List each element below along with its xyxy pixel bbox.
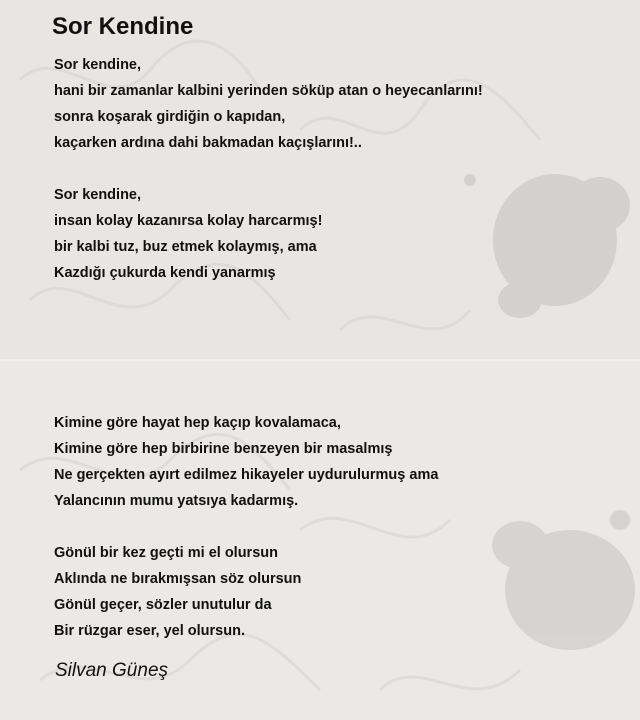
poem-line: Kimine göre hep birbirine benzeyen bir masalmış bbox=[54, 441, 393, 457]
poem-line: Kazdığı çukurda kendi yanarmış bbox=[54, 265, 276, 281]
poem-title: Sor Kendine bbox=[52, 13, 194, 40]
poem-line: Gönül bir kez geçti mi el olursun bbox=[54, 545, 278, 561]
stanza-1 bbox=[54, 52, 483, 156]
poem-line: Yalancının mumu yatsıya kadarmış. bbox=[54, 493, 299, 509]
poem-line: insan kolay kazanırsa kolay harcarmış! bbox=[54, 213, 323, 229]
poem-line: sonra koşarak girdiğin o kapıdan, bbox=[54, 109, 286, 125]
poem-line: Sor kendine, bbox=[54, 187, 142, 203]
poem-author: Silvan Güneş bbox=[55, 660, 169, 681]
poem-line: Gönül geçer, sözler unutulur da bbox=[54, 597, 272, 613]
poem-line: Bir rüzgar eser, yel olursun. bbox=[54, 623, 245, 639]
poem-line: Sor kendine, bbox=[54, 57, 142, 73]
poem-line: bir kalbi tuz, buz etmek kolaymış, ama bbox=[54, 239, 317, 255]
poem-line: Ne gerçekten ayırt edilmez hikayeler uydurulurmuş ama bbox=[54, 467, 439, 483]
stanza-3 bbox=[54, 410, 438, 514]
poem-line: Aklında ne bırakmışsan söz olursun bbox=[54, 571, 302, 587]
poem-line: Kimine göre hayat hep kaçıp kovalamaca, bbox=[54, 415, 341, 431]
poem-line: hani bir zamanlar kalbini yerinden söküp atan o heyecanlarını! bbox=[54, 83, 483, 99]
stanza-4 bbox=[54, 540, 301, 644]
poem-line: kaçarken ardına dahi bakmadan kaçışlarını!.. bbox=[54, 135, 362, 151]
stanza-2 bbox=[54, 182, 322, 286]
